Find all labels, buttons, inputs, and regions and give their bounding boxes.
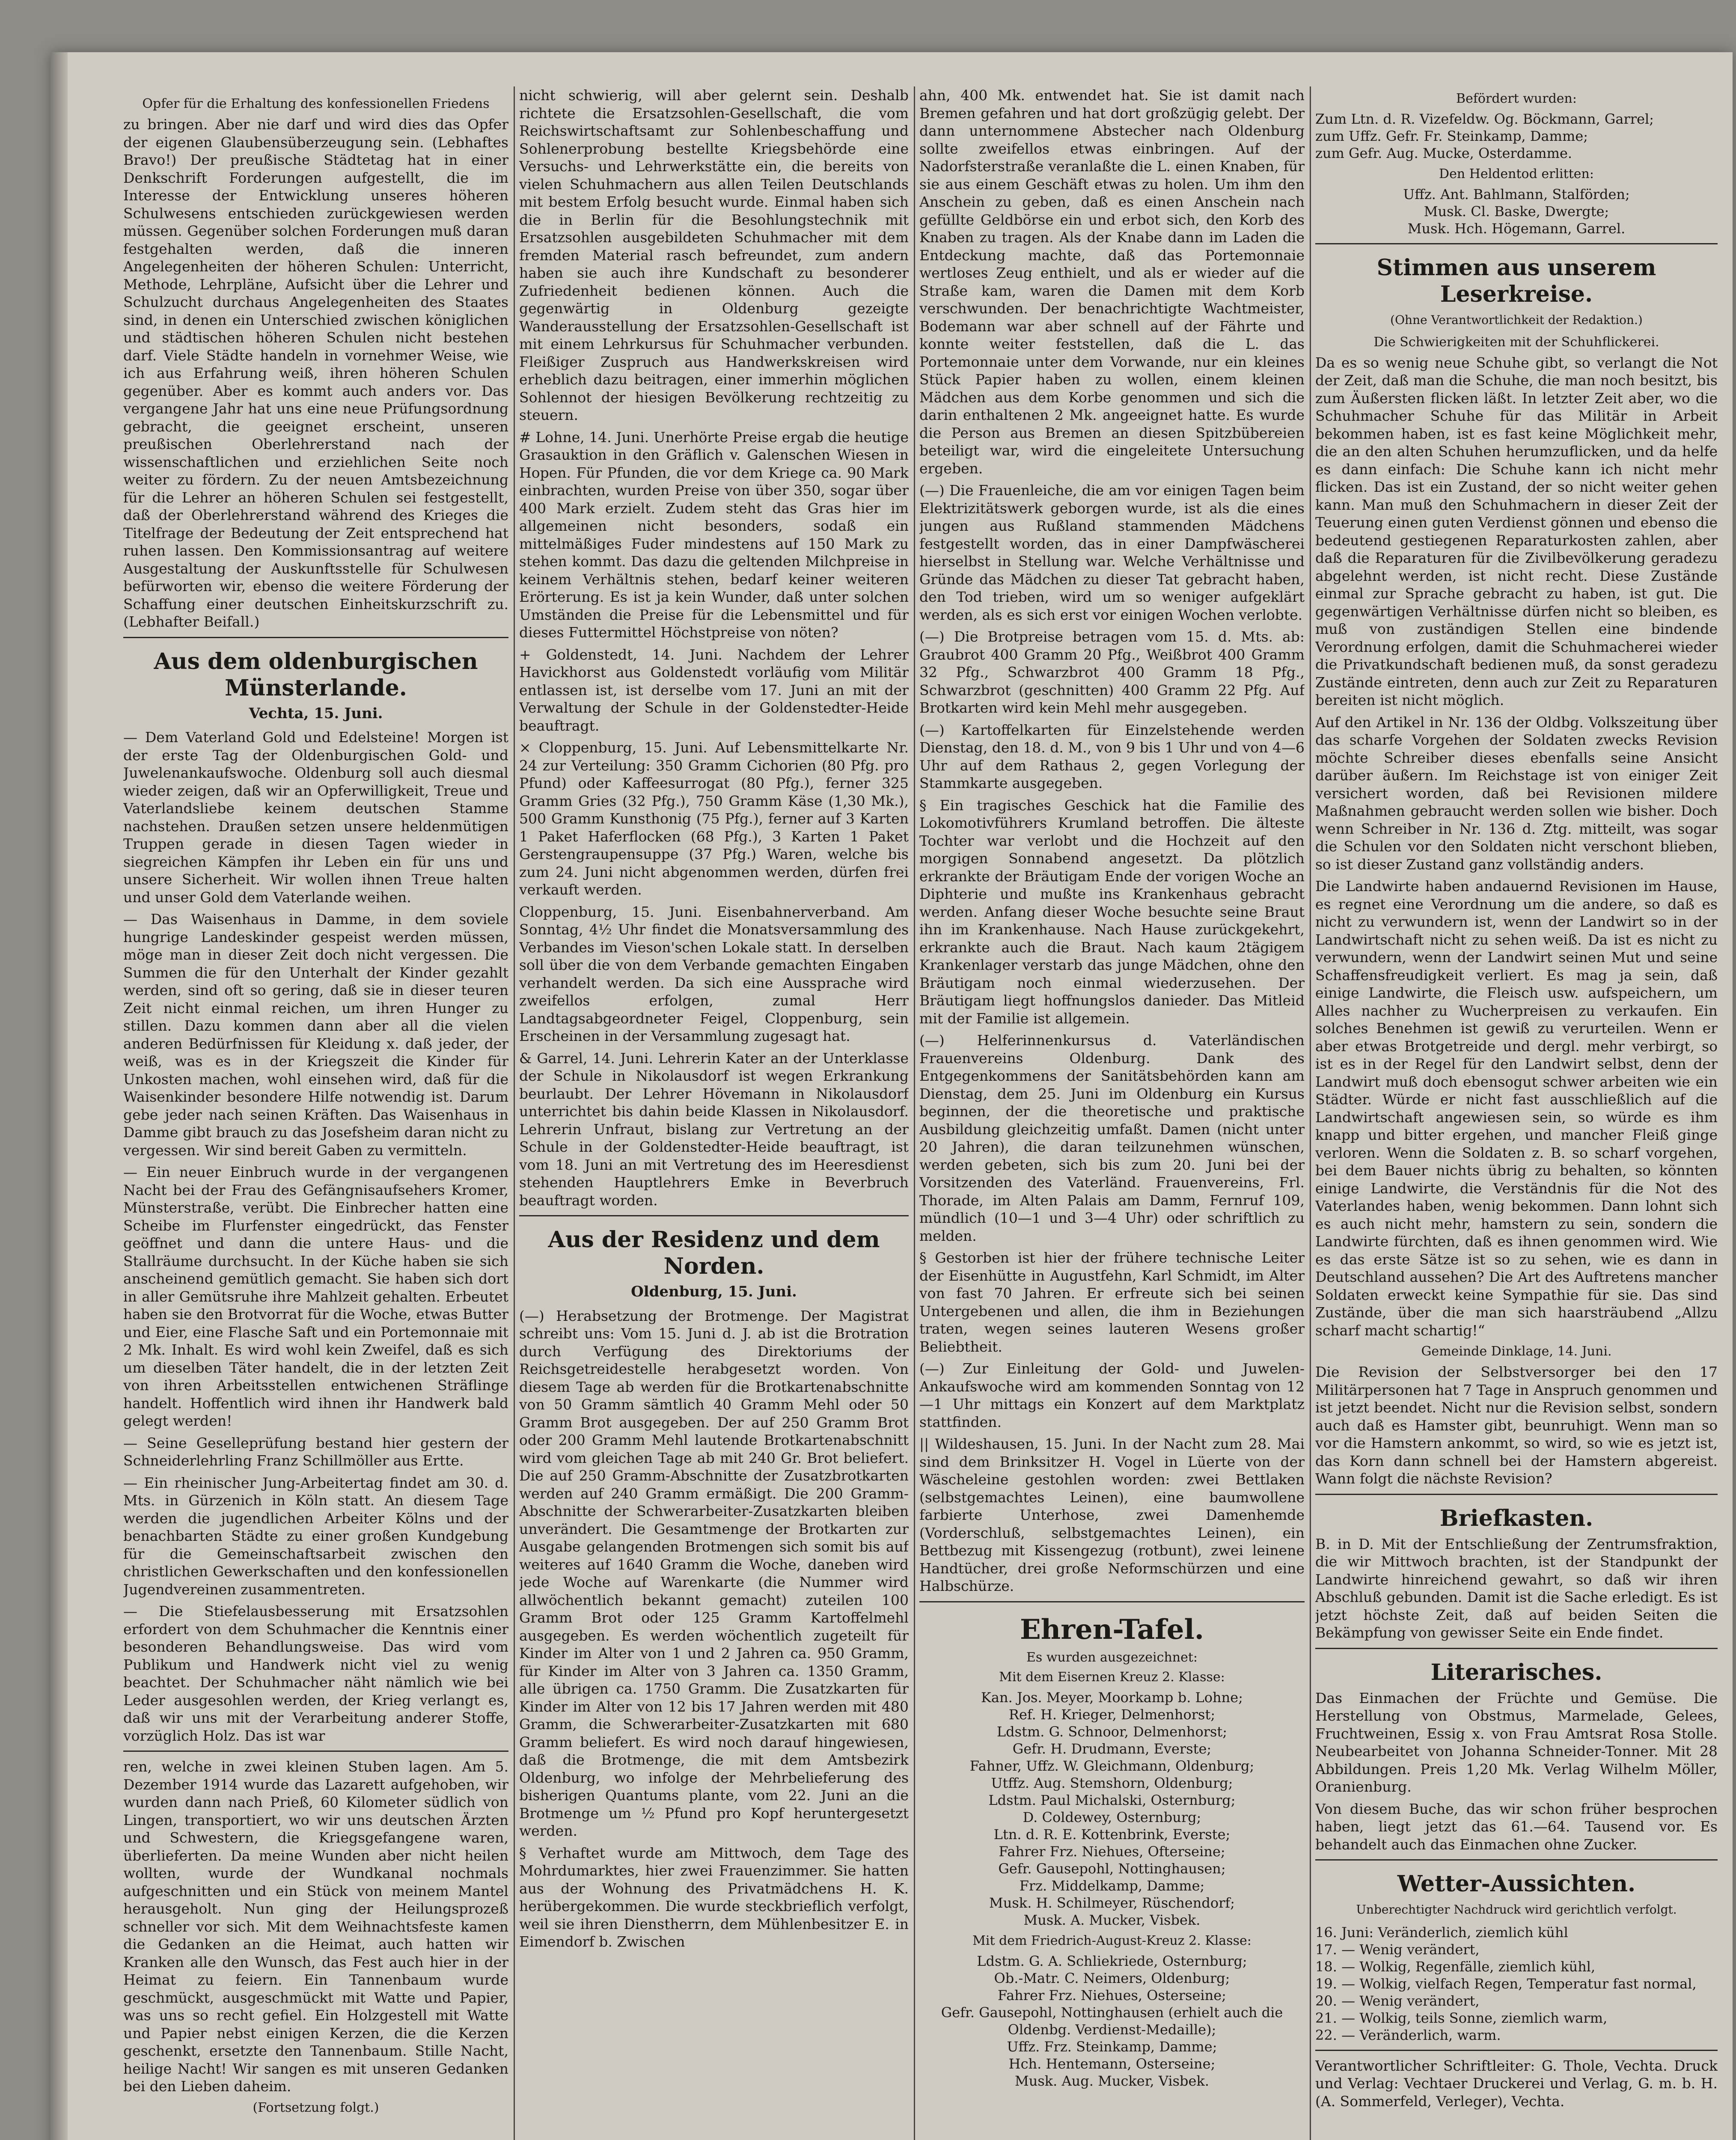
feuilleton-text: ren, welche in zwei kleinen Stuben lagen. Am 5. Dezember 1914 wurde das Lazarett aufgehoben, wir wurden dann nach Prieß, 60 Kilometer südlich von Lingen, transportiert, wo wir uns deutschen Ärzten und Schwestern, die Kriegsgefangene waren, überlieferten. Da meine Wunden aber nicht heilen wollten, wurde der Wundkanal nochmals aufgeschnitten und ein Stück von meinem Mantel herausgeholt. Nun ging der Heilungsprozeß schneller vor sich. Mit dem Weihnachtsfeste kamen die Gedanken an die Heimat, auch hatten wir Kranken alle den Wunsch, das Fest auch hier in der Heimat zu feiern. Ein Tannenbaum wurde geschmückt, ausgeschmückt mit Watte und Papier, was uns so recht gefiel. Ein Holzgestell mit Watte und Papier nebst einigen Kerzen, die die Kerzen geschenkt, ersetzte den Tannenbaum. Stille Nacht, heilige Nacht! Wir sangen es mit unseren Gedanken bei den Lieben daheim.	[123, 1758, 508, 2095]
news-item: (—) Die Brotpreise betragen vom 15. d. Mts. ab: Graubrot 400 Gramm 20 Pfg., Weißbrot 400 Gramm 32 Pfg., Schwarzbrot 400 Gramm 18 Pfg., Schwarzbrot (geschnitten) 400 Gramm 22 Pfg. Auf Brotkarten wird kein Mehl mehr ausgegeben.	[919, 628, 1305, 716]
section-subtitle: Unberechtigter Nachdruck wird gerichtlich verfolgt.	[1356, 1902, 1677, 1917]
mailbox-text: B. in D. Mit der Entschließung der Zentrumsfraktion, die wir Mittwoch brachten, ist der Standpunkt der Landwirte hinreichend gewahrt, so daß wir ihren Abschluß gebunden. Damit ist die Sache erledigt. Es ist jetzt höchste Zeit, daß auf beiden Seiten die Bekämpfung von gewisser Seite ein Ende findet.	[1315, 1535, 1718, 1641]
divider	[1315, 1494, 1718, 1495]
column-rule	[914, 86, 915, 2140]
honor-list	[919, 1953, 1305, 2089]
news-item: (—) Kartoffelkarten für Einzelstehende werden Dienstag, den 18. d. M., von 9 bis 1 Uhr und von 4—6 Uhr auf dem Rathaus 2, gegen Vorlegung der Stammkarte ausgegeben.	[919, 721, 1305, 791]
honor-roll-subtitle: Es wurden ausgezeichnet:	[1026, 1650, 1198, 1665]
promotions-list	[1315, 110, 1718, 162]
honor-list	[919, 1689, 1305, 1929]
news-item: × Cloppenburg, 15. Juni. Auf Lebensmittelkarte Nr. 24 zur Verteilung: 350 Gramm Cichorien (80 Pfg. pro Pfund) oder Kaffeesurrogat (80 Pfg.), ferner 325 Gramm Gries (32 Pfg.), 750 Gramm Käse (1,30 Mk.), 500 Gramm Kunsthonig (75 Pfg.), ferner auf 3 Karten 1 Paket Haferflocken (68 Pfg.), 3 Karten 1 Paket Gerstengraupensuppe (37 Pfg.) Waren, welche bis zum 24. Juni nicht abgenommen werden, dürfen frei verkauft werden.	[519, 739, 909, 898]
divider	[1315, 1859, 1718, 1861]
letter-heading: Die Schwierigkeiten mit der Schuhflickerei.	[1373, 334, 1659, 350]
news-item: & Garrel, 14. Juni. Lehrerin Kater an der Unterklasse der Schule in Nikolausdorf ist wegen Erkrankung beurlaubt. Der Lehrer Hövemann in Nikolausdorf unterrichtet bis dahin beide Klassen in Nikolausdorf. Lehrerin Unfraut, bislang zur Vertretung an der Schule in der Goldenstedter-Heide beauftragt, ist vom 18. Juni an mit Vertretung des im Heeresdienst stehenden Hauptlehrers Emke in Beverbruch beauftragt worden.	[519, 1049, 909, 1209]
continuation-note: (Fortsetzung folgt.)	[253, 2100, 379, 2115]
divider	[919, 1601, 1305, 1602]
article-title: Opfer für die Erhaltung des konfessionellen Friedens	[142, 96, 490, 111]
honor-entry: Fahrer Frz. Niehues, Osterseine;	[998, 1987, 1226, 2003]
section-subtitle: (Ohne Verantwortlichkeit der Redaktion.)	[1390, 313, 1643, 327]
page-fold-shadow	[51, 52, 68, 2140]
section-heading: Literarisches.	[1430, 1659, 1602, 1685]
news-item: — Dem Vaterland Gold und Edelsteine! Morgen ist der erste Tag der Oldenburgischen Gold- und Juwelenankaufswoche. Oldenburg soll auch diesmal wieder zeigen, daß wir an Opferwilligkeit, Treue und Vaterlandsliebe keinem deutschen Stamme nachstehen. Draußen setzen unsere heldenmütigen Truppen gerade in diesen Tagen wieder in siegreichen Kämpfen ihr Leben ein für uns und unsere Sicherheit. Wir wollen ihnen Treue halten und unser Gold dem Vaterlande weihen.	[123, 729, 508, 906]
news-item: — Seine Geselleprüfung bestand hier gestern der Schneiderlehrling Franz Schillmöller aus Ertte.	[123, 1434, 508, 1469]
honor-award-heading: Mit dem Eisernen Kreuz 2. Klasse:	[999, 1669, 1225, 1685]
divider	[123, 637, 508, 638]
fallen-entry: Uffz. Ant. Bahlmann, Stalförden;	[1403, 186, 1630, 202]
divider	[1315, 2050, 1718, 2051]
weather-entry: 19. — Wolkig, vielfach Regen, Temperatur fast normal,	[1315, 1975, 1697, 1992]
news-item: Cloppenburg, 15. Juni. Eisenbahnerverband. Am Sonntag, 4½ Uhr findet die Monatsversammlung des Verbandes im Vieson'schen Lokale statt. In derselben soll über die von dem Verbande gemachten Eingaben verhandelt werden. Da sich eine Aussprache wird zweifellos erfolgen, zumal Herr Landtagsabgeordneter Feigel, Cloppenburg, sein Erscheinen in der Versammlung zugesagt hat.	[519, 903, 909, 1044]
honor-entry: Ldstm. G. Schnoor, Delmenhorst;	[996, 1723, 1228, 1740]
promotion-entry: zum Gefr. Aug. Mucke, Osterdamme.	[1315, 145, 1573, 161]
literature-text: Das Einmachen der Früchte und Gemüse. Die Herstellung von Obstmus, Marmelade, Gelees, Fruchtweinen, Essig x. von Frau Amtsrat Rosa Stolle. Neubearbeitet von Johanna Schneider-Tonner. Mit 28 Abbildungen. Preis 1,20 Mk. Verlag Wilhelm Möller, Oranienburg.	[1315, 1689, 1718, 1795]
news-item: — Die Stiefelausbesserung mit Ersatzsohlen erfordert von dem Schuhmacher die Kenntnis einer besonderen Behandlungsweise. Das wird vom Publikum und Handwerk nicht viel zu wenig beachtet. Der Schuhmacher näht nämlich wie bei Leder ausgesohlen werden, der Krieg verlangt es, daß wir uns mit der Verarbeitung anderer Stoffe, vorzüglich Holz. Das ist war	[123, 1603, 508, 1744]
article-text: zu bringen. Aber nie darf und wird dies das Opfer der eigenen Glaubensüberzeugung sein. (Lebhaftes Bravo!) Der preußische Städtetag hat in einer Denkschrift Forderungen aufgestellt, die im Interesse der Entwicklung unseres höheren Schulwesens entschieden zurückgewiesen werden müssen. Gegenüber solchen Forderungen muß daran festgehalten werden, daß die inneren Angelegenheiten der höheren Schulen: Unterricht, Methode, Lehrpläne, Aufsicht über die Lehrer und Schulzucht durchaus Angelegenheiten des Staates sind, in denen ein Unterschied zwischen königlichen und städtischen höheren Schulen nicht bestehen darf. Viele Städte handeln in vornehmer Weise, wie ich aus Erfahrung weiß, ihren höheren Schulen gegenüber. Aber es kommt auch anders vor. Das vergangene Jahr hat uns eine neue Prüfungsordnung gebracht, die geeignet erscheint, unseren preußischen Oberlehrerstand nach der wissenschaftlichen und erziehlichen Seite noch weiter zu fördern. Zu der neuen Amtsbezeichnung für die Lehrer an höheren Schulen sei festgestellt, daß der Oberlehrerstand während des Krieges die Titelfrage der Bedeutung der Zeit entsprechend hat ruhen lassen. Den Kommissionsantrag auf weitere Ausgestaltung der Auskunftsstelle für Schulwesen befürworten wir, ebenso die weitere Förderung der Schaffung einer deutschen Einheitskurzschrift zu. (Lebhafter Beifall.)	[123, 116, 508, 630]
news-item: + Goldenstedt, 14. Juni. Nachdem der Lehrer Havickhorst aus Goldenstedt vorläufig vom Militär entlassen ist, ist derselbe vom 17. Juni an mit der Verwaltung der Schule in der Goldenstedter-Heide beauftragt.	[519, 646, 909, 734]
imprint: Verantwortlicher Schriftleiter: G. Thole, Vechta. Druck und Verlag: Vechtaer Druckerei und Verlag, G. m. b. H. (A. Sommerfeld, Verleger), Vechta.	[1315, 2057, 1718, 2110]
weather-entry: 21. — Wolkig, teils Sonne, ziemlich warm,	[1315, 2009, 1608, 2026]
weather-entry: 20. — Wenig verändert,	[1315, 1992, 1480, 2009]
section-heading: Aus der Residenz und dem Norden.	[548, 1227, 880, 1279]
honor-entry: Frz. Middelkamp, Damme;	[1019, 1877, 1205, 1894]
divider	[1315, 1648, 1718, 1649]
divider	[123, 1751, 508, 1752]
dateline: Vechta, 15. Juni.	[249, 704, 383, 722]
news-item: (—) Die Frauenleiche, die am vor einigen Tagen beim Elektrizitätswerk geborgen wurde, ist als die eines jungen aus Rußland stammenden Mädchens festgestellt worden, das in einer Dampfwäscherei hierselbst in Stellung war. Welche Verhältnisse und Gründe das Mädchen zu dieser Tat gebracht haben, den Tod trieben, wird um so weniger aufgeklärt werden, als es sich erst vor einigen Wochen verlobte.	[919, 482, 1305, 623]
honor-entry: Ref. H. Krieger, Delmenhorst;	[1008, 1706, 1216, 1723]
section-heading: Briefkasten.	[1439, 1505, 1593, 1531]
honor-entry: Musk. H. Schilmeyer, Rüschendorf;	[989, 1894, 1235, 1911]
honor-entry: Gefr. H. Drudmann, Everste;	[1012, 1740, 1212, 1757]
news-item: (—) Herabsetzung der Brotmenge. Der Magistrat schreibt uns: Vom 15. Juni d. J. ab ist die Brotration durch Verfügung des Direktoriums der Reichsgetreidestelle herabgesetzt worden. Von diesem Tage ab werden für die Brotkartenabschnitte von 50 Gramm sämtlich 40 Gramm Mehl oder 50 Gramm Brot ausgegeben. Der auf 250 Gramm Brot oder 200 Gramm Mehl lautende Brotkartenabschnitt wird vom gleichen Tage ab mit 240 Gr. Brot beliefert. Die auf 250 Gramm-Abschnitte der Zusatzbrotkarten werden auf 240 Gramm ermäßigt. Die 200 Gramm-Abschnitte der Schwerarbeiter-Zusatzkarten bleiben unverändert. Die Gesamtmenge der Brotkarten zur Ausgabe gelangenden Brotmengen sich somit bis auf weiteres auf 1640 Gramm die Woche, daneben wird jede Woche auf Warenkarte (die Nummer wird allwöchentlich bekannt gemacht) zuteilen 100 Gramm Brot oder 125 Gramm Kartoffelmehl ausgegeben. Es werden wöchentlich zugeteilt für Kinder im Alter von 1 und 2 Jahren ca. 950 Gramm, für Kinder im Alter von 3 Jahren ca. 1350 Gramm, alle übrigen ca. 1750 Gramm. Die Zusatzkarten für Kinder im Alter von 12 bis 17 Jahren werden mit 480 Gramm, die Schwerarbeiter-Zusatzkarten mit 680 Gramm beliefert. Es wird noch darauf hingewiesen, daß die Brotmenge, die mit dem Amtsbezirk Oldenburg, wo infolge der Mehrbelieferung des bisherigen Quantums plante, vom 22. Juni an die Brotmenge um ½ Pfund pro Kopf heruntergesetzt werden.	[519, 1307, 909, 1839]
news-item: — Ein rheinischer Jung-Arbeitertag findet am 30. d. Mts. in Gürzenich in Köln statt. An diesem Tage werden die jugendlichen Arbeiter Kölns und der benachbarten Städte zu einer großen Kundgebung für die Gemeinschaftsarbeit zwischen den christlichen Gewerkschaften und den konfessionellen Jugendvereinen zusammentreten.	[123, 1474, 508, 1598]
news-item: — Das Waisenhaus in Damme, in dem soviele hungrige Landeskinder gespeist werden müssen, möge man in dieser Zeit doch nicht vergessen. Die Summen die für den Unterhalt der Kinder gezahlt werden, sind oft so gering, daß sie in dieser teuren Zeit nicht einmal reichen, um ihren Hunger zu stillen. Dazu kommen dann aber all die vielen anderen Bedürfnissen für Kleidung x. daß jeder, der weiß, was es in der Kriegszeit die Kinder für Unkosten machen, wohl einsehen wird, daß für die Waisenkinder besondere Hilfe notwendig ist. Darum gebe jeder nach seinen Kräften. Das Waisenhaus in Damme gibt brauch zu das Josefsheim daran nicht zu vergessen. Wir sind bereit Gaben zu vermitteln.	[123, 911, 508, 1159]
fallen-list	[1315, 186, 1718, 237]
honor-entry: Fahrer Frz. Niehues, Ofterseine;	[999, 1843, 1225, 1860]
honor-entry: Gefr. Gausepohl, Nottinghausen (erhielt auch die Oldenbg. Verdienst-Medaille);	[941, 2004, 1283, 2038]
section-heading: Aus dem oldenburgischen Münsterlande.	[154, 648, 478, 701]
fallen-entry: Musk. Hch. Högemann, Garrel.	[1407, 220, 1626, 237]
news-item: || Wildeshausen, 15. Juni. In der Nacht zum 28. Mai sind dem Brinksitzer H. Vogel in Lüerte von der Wäscheleine gestohlen worden: zwei Bettlaken (selbstgemachtes Leinen), eine baumwollene farbierte Unterhose, zwei Damenhemde (Vorderschluß, selbstgemachtes Leinen), ein Bettbezug mit Kissengezug (rotbunt), zwei leinene Handtücher, drei große Neformschürzen und eine Halbschürze.	[919, 1436, 1305, 1594]
weather-list	[1315, 1924, 1718, 2044]
honor-entry: Ldstm. Paul Michalski, Osternburg;	[988, 1792, 1236, 1808]
divider	[519, 1215, 909, 1216]
honor-entry: Utffz. Aug. Stemshorn, Oldenburg;	[991, 1774, 1233, 1791]
honor-entry: Fahner, Uffz. W. Gleichmann, Oldenburg;	[969, 1757, 1254, 1774]
column-2	[519, 86, 909, 1955]
dateline: Oldenburg, 15. Juni.	[631, 1283, 797, 1300]
honor-entry: Musk. A. Mucker, Visbek.	[1023, 1911, 1201, 1928]
news-item: nicht schwierig, will aber gelernt sein. Deshalb richtete die Ersatzsohlen-Gesellschaft, die vom Reichswirtschaftsamt zur Sohlenbeschaffung und Sohlenerprobung bestellte Kriegsbehörde eine Versuchs- und Lehrwerkstätte ein, die bereits von vielen Schuhmachern aus allen Teilen Deutschlands mit bestem Erfolg besucht wurde. Einmal haben sich die in Berlin für die Besohlungstechnik mit Ersatzsohlen ausgebildeten Schuhmacher mit dem fremden Material rasch befreundet, zum andern haben sie auch ihre Kundschaft zu besonderer Zufriedenheit bedienen können. Auch die gegenwärtig in Oldenburg gezeigte Wanderausstellung der Ersatzsohlen-Gesellschaft ist mit einem Lehrkursus für Schuhmacher verbunden. Fleißiger Zuspruch aus Handwerkskreisen wird erheblich dazu beitragen, einer immerhin möglichen Sohlennot der hiesigen Bevölkerung rechtzeitig zu steuern.	[519, 87, 909, 423]
honor-entry: D. Coldewey, Osternburg;	[1023, 1809, 1201, 1825]
honor-award-heading: Mit dem Friedrich-August-Kreuz 2. Klasse:	[972, 1933, 1251, 1948]
promotions-heading: Befördert wurden:	[1456, 91, 1577, 106]
letter-text: Auf den Artikel in Nr. 136 der Oldbg. Volkszeitung über das scharfe Vorgehen der Soldaten zwecks Revision möchte Schreiber dieses ebenfalls seine Ansicht darüber äußern. Im Reichstage ist von einiger Zeit versichert worden, daß bei Revisionen mildere Maßnahmen gebraucht werden sollen wie bisher. Doch wenn Schreiber in Nr. 136 d. Ztg. mitteilt, was sogar die Schulen vor den Soldaten nicht verschont blieben, so ist dieser Zustand ganz vollständig anders.	[1315, 713, 1718, 873]
fallen-entry: Musk. Cl. Baske, Dwergte;	[1424, 203, 1609, 220]
newspaper-page	[51, 52, 1733, 2140]
news-item: ahn, 400 Mk. entwendet hat. Sie ist damit nach Bremen gefahren und hat dort großzügig gelebt. Der dann unternommene Abstecher nach Oldenburg sollte zweifellos etwas einbringen. Auf der Nadorfsterstraße veranlaßte die L. einen Knaben, für sie aus einem Geschäft etwas zu holen. Um ihm den Anschein zu geben, daß es einen Anschein nach gefüllte Geldbörse ein und erbot sich, den Korb des Knaben zu tragen. Als der Knabe dann im Laden die Entdeckung machte, daß das Portemonnaie wertloses Zeug enthielt, und als er wieder auf die Straße kam, waren die Damen mit dem Korb verschwunden. Der benachrichtigte Wachtmeister, Bodemann war aber schnell auf der Fährte und konnte weiter feststellen, daß die L. das Portemonnaie unter dem Vorwande, nur ein kleines Stück Papier haben zu wollen, einem kleinen Mädchen aus dem Korbe genommen und sich die darin enthaltenen 2 Mk. angeeignet hatte. Es wurde die Person aus Bremen an diesen Spitzbübereien beteiligt war, wird die eingeleitete Untersuchung ergeben.	[919, 87, 1305, 477]
letter-text: Die Revision der Selbstversorger bei den 17 Militärpersonen hat 7 Tage in Anspruch genommen und ist jetzt beendet. Nicht nur die Revision selbst, sondern auch daß es Hamster gibt, beunruhigt. Wenn man so vor die Hamstern ankommt, so wird, so wie es jetzt ist, das Korn dann schnell bei der Hamstern abgereist. Wann folgt die nächste Revision?	[1315, 1364, 1718, 1487]
section-heading: Stimmen aus unserem Leserkreise.	[1376, 255, 1656, 307]
promotion-entry: Zum Ltn. d. R. Vizefeldw. Og. Böckmann, Garrel;	[1315, 111, 1654, 127]
news-item: (—) Zur Einleitung der Gold- und Juwelen-Ankaufswoche wird am kommenden Sonntag von 12—1 Uhr mittags ein Konzert auf dem Marktplatz stattfinden.	[919, 1360, 1305, 1430]
news-item: — Ein neuer Einbruch wurde in der vergangenen Nacht bei der Frau des Gefängnisaufsehers Kromer, Münsterstraße, verübt. Die Einbrecher hatten eine Scheibe im Flurfenster eingedrückt, das Fenster geöffnet und dann die untere Haus- und die Stallräume durchsucht. In der Küche haben sie sich anscheinend gemütlich gemacht. Sie haben sich dort in aller Gemütsruhe ihre Mahlzeit gehalten. Erbeutet haben sie den Brotvorrat für die Woche, etwas Butter und Eier, eine Flasche Saft und ein Portemonnaie mit 2 Mk. Inhalt. Es wird wohl kein Zweifel, daß es sich um dieselben Täter handelt, die in der letzten Zeit von ihren Arbeitsstellen entwichenen Sträflinge handelt. Hoffentlich wird ihnen ihr Handwerk bald gelegt werden!	[123, 1164, 508, 1429]
honor-entry: Kan. Jos. Meyer, Moorkamp b. Lohne;	[981, 1689, 1243, 1706]
honor-roll-heading: Ehren-Tafel.	[1020, 1613, 1204, 1646]
news-item: § Gestorben ist hier der frühere technische Leiter der Eisenhütte in Augustfehn, Karl Schmidt, im Alter von fast 70 Jahren. Er erfreute sich bei seinen Untergebenen und allen, die ihm in Beziehungen traten, wegen seines lauteren Wesens großer Beliebtheit.	[919, 1249, 1305, 1355]
column-rule	[514, 86, 515, 2140]
news-item: (—) Helferinnenkursus d. Vaterländischen Frauenvereins Oldenburg. Dank des Entgegenkommens der Sanitätsbehörden kann am Dienstag, dem 25. Juni im Oldenburg ein Kursus beginnen, der die theoretische und praktische Ausbildung gleichzeitig umfaßt. Damen (nicht unter 20 Jahren), die daran teilzunehmen wünschen, werden gebeten, sich bis zum 20. Juni bei der Vorsitzenden des Vaterländ. Frauenvereins, Frl. Thorade, im Alten Palais am Damm, Fernruf 109, mündlich (10—1 und 3—4 Uhr) oder schriftlich zu melden.	[919, 1032, 1305, 1244]
honor-entry: Musk. Aug. Mucker, Visbek.	[1014, 2072, 1209, 2089]
news-item: # Lohne, 14. Juni. Unerhörte Preise ergab die heutige Grasauktion in den Gräflich v. Galenschen Wiesen in Hopen. Für Pfunden, die vor dem Kriege ca. 90 Mark einbrachten, wurden Preise von über 350, sogar über 400 Mark erzielt. Zudem steht das Gras hier im allgemeinen nicht besonders, sodaß ein mittelmäßiges Fuder mindestens auf 150 Mark zu stehen kommt. Das dazu die geltenden Milchpreise in keinem Verhältnis stehen, bedarf keiner weiteren Erörterung. Es ist ja kein Wunder, daß unter solchen Umständen die Preise für die Lebensmittel und für dieses Futtermittel Höchstpreise von nöten?	[519, 428, 909, 641]
honor-entry: Uffz. Frz. Steinkamp, Damme;	[1007, 2038, 1217, 2055]
weather-entry: 18. — Wolkig, Regenfälle, ziemlich kühl,	[1315, 1958, 1596, 1975]
news-item: § Verhaftet wurde am Mittwoch, dem Tage des Mohrdumarktes, hier zwei Frauenzimmer. Sie hatten aus der Wohnung des Privatmädchens H. K. herübergekommen. Die wurde steckbrieflich verfolgt, weil sie ihren Dienstherrn, dem Mühlenbesitzer E. in Eimendorf b. Zwischen	[519, 1844, 909, 1950]
letter-text: Da es so wenig neue Schuhe gibt, so verlangt die Not der Zeit, daß man die Schuhe, die man noch besitzt, bis zum Äußersten flicken läßt. In letzter Zeit aber, wo die Schuhmacher Schuhe für das Militär in Arbeit bekommen haben, ist es fast keine Möglichkeit mehr, die an den alten Schuhen herumzuflicken, und da helfe es dann einfach: Die Schuhe kann ich nicht mehr flicken. Das ist ein Zustand, der so nicht weiter gehen kann. Man muß den Schuhmachern in dieser Zeit der Teuerung einen guten Verdienst gönnen und ebenso die bedeutend gestiegenen Reparaturkosten zahlen, aber daß die Reparaturen für die Zivilbevölkerung geradezu abgelehnt werden, ist nicht recht. Diese Zustände einmal zur Sprache gebracht zu haben, ist gut. Die gegenwärtigen Verhältnisse dürfen nicht so bleiben, es muß von zuständigen Stellen eine bindende Verordnung erfolgen, damit die Schuhmacherei wieder die Privatkundschaft bedienen muß, da sonst geradezu Zustände eintreten, denn auch zur Zeit zu Reparaturen bereiten ist nicht möglich.	[1315, 354, 1718, 708]
news-item: § Ein tragisches Geschick hat die Familie des Lokomotivführers Krumland betroffen. Die älteste Tochter war verlobt und die Hochzeit auf den morgigen Sonnabend angesetzt. Da plötzlich erkrankte der Bräutigam Ende der vorigen Woche an Diphterie und mußte ins Krankenhaus gebracht werden. Anfang dieser Woche besuchte seine Braut ihn im Krankenhause. Nach Hause zurückgekehrt, erkrankte auch die Braut. Nach kaum 2tägigem Krankenlager verstarb das junge Mädchen, ohne den Bräutigam noch einmal wiederzusehen. Der Bräutigam liegt hoffnungslos danieder. Das Mitleid mit der Familie ist allgemein.	[919, 797, 1305, 1027]
section-heading: Wetter-Aussichten.	[1397, 1871, 1636, 1897]
literature-text: Von diesem Buche, das wir schon früher besprochen haben, liegt jetzt das 61.—64. Tausend vor. Es behandelt auch das Einmachen ohne Zucker.	[1315, 1800, 1718, 1853]
honor-entry: Gefr. Gausepohl, Nottinghausen;	[998, 1860, 1226, 1877]
weather-entry: 17. — Wenig verändert,	[1315, 1941, 1480, 1958]
honor-entry: Ob.-Matr. C. Neimers, Oldenburg;	[994, 1970, 1230, 1986]
honor-entry: Hch. Hentemann, Osterseine;	[1008, 2055, 1216, 2072]
column-3	[919, 86, 1305, 2089]
honor-entry: Ltn. d. R. E. Kottenbrink, Everste;	[993, 1826, 1231, 1843]
weather-entry: 22. — Veränderlich, warm.	[1315, 2027, 1501, 2043]
letter-heading: Gemeinde Dinklage, 14. Juni.	[1421, 1344, 1612, 1359]
weather-entry: 16. Juni: Veränderlich, ziemlich kühl	[1315, 1924, 1568, 1941]
fallen-heading: Den Heldentod erlitten:	[1439, 166, 1594, 181]
divider	[1315, 243, 1718, 244]
column-4	[1315, 86, 1718, 2114]
column-rule	[1310, 86, 1311, 2140]
column-1	[123, 86, 508, 2119]
promotion-entry: zum Uffz. Gefr. Fr. Steinkamp, Damme;	[1315, 128, 1588, 144]
honor-entry: Ldstm. G. A. Schliekriede, Osternburg;	[977, 1953, 1247, 1969]
letter-text: Die Landwirte haben andauernd Revisionen im Hause, es regnet eine Verordnung um die andere, so daß es nicht zu verwundern ist, wenn der Landwirt so in der Landwirtschaft nicht zu sehen weiß. Da ist es nicht zu verwundern, wenn der Landwirt seinen Mut und seine Schaffensfreudigkeit verliert. Es mag ja sein, daß einige Landwirte, die Fleisch usw. aufspeichern, um Alles nachher zu Wucherpreisen zu verkaufen. Ein solches Benehmen ist gewiß zu verurteilen. Wenn er aber etwas Brotgetreide und dergl. mehr verbirgt, so ist es in der Regel für den Landwirt selbst, denn der Landwirt muß doch ebensogut schwer arbeiten wie ein Städter. Würde er nicht fast ausschließlich auf die Landwirtschaft angewiesen sein, so würde es ihm knapp und bitter ergehen, und mancher Fleiß ginge verloren. Wenn die Soldaten z. B. so scharf vorgehen, bei dem Bauer nichts übrig zu behalten, so könnten einige Landwirte, die Verständnis für die Not des Vaterlandes haben, wenig bekommen. Dann lohnt sich es auch nicht mehr, hamstern zu sein, sondern die Landwirte fürchten, daß es ihnen genommen wird. Wie es das erste Sätze ist so zu sehen, wie es dann in Deutschland aussehen? Die Art des Auftretens mancher Soldaten erweckt keine Sympathie für sie. Das sind Zustände, über die man sich haarsträubend „Allzu scharf macht schartig!“	[1315, 878, 1718, 1339]
